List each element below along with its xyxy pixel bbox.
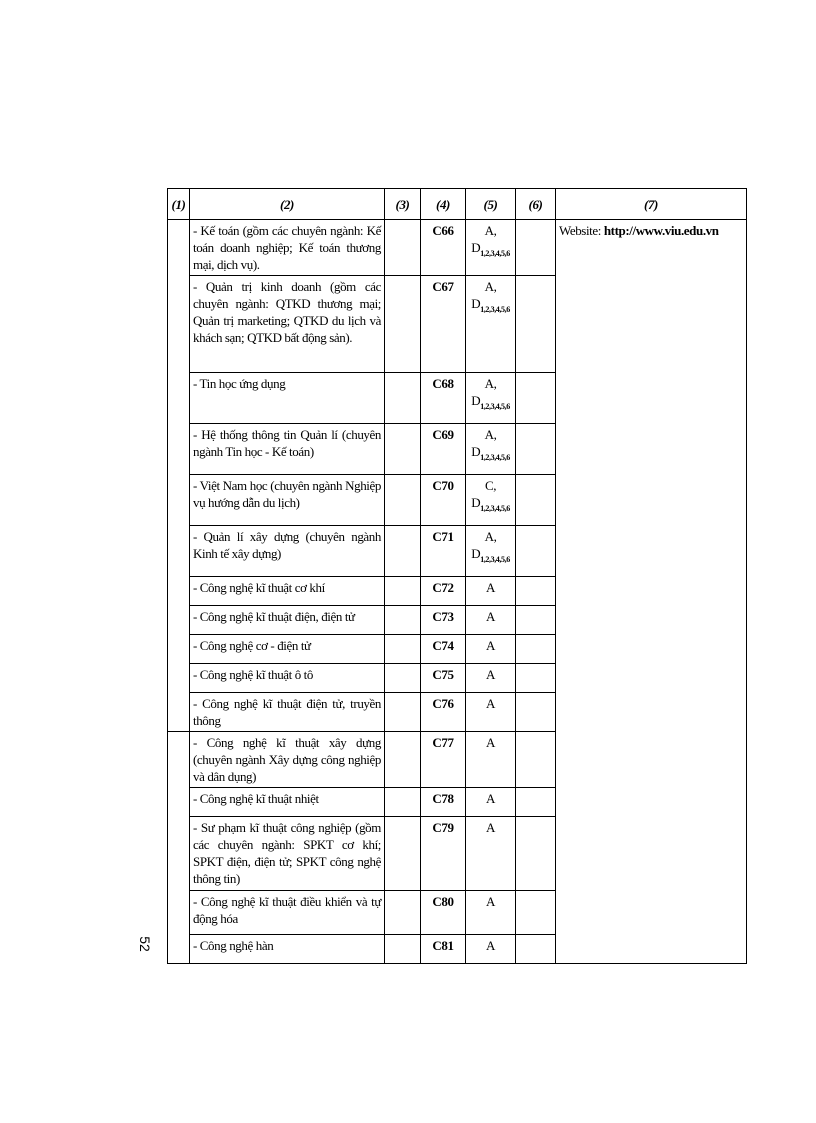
exam-block-primary: A xyxy=(486,938,495,953)
exam-block-d: D xyxy=(471,393,481,408)
col3-cell xyxy=(385,788,421,817)
program-code: C74 xyxy=(421,635,466,664)
exam-block xyxy=(466,693,516,732)
website-cell xyxy=(556,220,747,964)
col3-cell xyxy=(385,693,421,732)
col6-cell xyxy=(516,817,556,891)
exam-block-primary: A xyxy=(486,735,495,750)
exam-block xyxy=(466,732,516,788)
header-col-3: (3) xyxy=(385,189,421,220)
col3-cell xyxy=(385,424,421,475)
program-name: - Công nghệ cơ - điện tử xyxy=(190,635,385,664)
col3-cell xyxy=(385,732,421,788)
header-col-7: (7) xyxy=(556,189,747,220)
col3-cell xyxy=(385,664,421,693)
program-code: C75 xyxy=(421,664,466,693)
col6-cell xyxy=(516,935,556,964)
col3-cell xyxy=(385,276,421,373)
exam-block-d-subscript: 1,2,3,4,5,6 xyxy=(480,305,510,314)
col6-cell xyxy=(516,693,556,732)
col3-cell xyxy=(385,373,421,424)
exam-block-d: D xyxy=(471,296,481,311)
program-name: - Công nghệ kĩ thuật nhiệt xyxy=(190,788,385,817)
exam-block-primary: A, xyxy=(484,223,497,238)
exam-block xyxy=(466,276,516,373)
exam-block-primary: A xyxy=(486,580,495,595)
exam-block-primary: C, xyxy=(484,478,497,493)
header-col-1: (1) xyxy=(168,189,190,220)
program-name: - Công nghệ kĩ thuật cơ khí xyxy=(190,577,385,606)
program-code: C67 xyxy=(421,276,466,373)
program-code: C81 xyxy=(421,935,466,964)
program-name: - Công nghệ kĩ thuật xây dựng (chuyên ngành Xây dựng công nghiệp và dân dụng) xyxy=(190,732,385,788)
exam-block-primary: A xyxy=(486,696,495,711)
exam-block-primary: A, xyxy=(484,279,497,294)
col6-cell xyxy=(516,276,556,373)
exam-block-d: D xyxy=(471,444,481,459)
header-col-6: (6) xyxy=(516,189,556,220)
exam-block-d-subscript: 1,2,3,4,5,6 xyxy=(480,453,510,462)
exam-block-primary: A, xyxy=(484,529,497,544)
col6-cell xyxy=(516,788,556,817)
col6-cell xyxy=(516,577,556,606)
col3-cell xyxy=(385,606,421,635)
exam-block xyxy=(466,424,516,475)
exam-block xyxy=(466,606,516,635)
exam-block-secondary xyxy=(469,545,512,568)
col3-cell xyxy=(385,577,421,606)
col6-cell xyxy=(516,606,556,635)
header-col-5: (5) xyxy=(466,189,516,220)
program-code: C66 xyxy=(421,220,466,276)
col6-cell xyxy=(516,891,556,935)
program-code: C73 xyxy=(421,606,466,635)
program-name: - Việt Nam học (chuyên ngành Nghiệp vụ hướng dẫn du lịch) xyxy=(190,475,385,526)
program-name: - Tin học ứng dụng xyxy=(190,373,385,424)
program-code: C70 xyxy=(421,475,466,526)
col6-cell xyxy=(516,664,556,693)
exam-block-d-subscript: 1,2,3,4,5,6 xyxy=(480,504,510,513)
table-row xyxy=(168,220,747,276)
program-name: - Công nghệ kĩ thuật điện, điện tử xyxy=(190,606,385,635)
exam-block xyxy=(466,475,516,526)
program-name: - Công nghệ kĩ thuật điều khiển và tự động hóa xyxy=(190,891,385,935)
col3-cell xyxy=(385,475,421,526)
col3-cell xyxy=(385,526,421,577)
exam-block-primary: A xyxy=(486,609,495,624)
exam-block-primary: A xyxy=(486,820,495,835)
col6-cell xyxy=(516,475,556,526)
col1-cell-upper xyxy=(168,220,190,732)
program-code: C68 xyxy=(421,373,466,424)
exam-block xyxy=(466,664,516,693)
header-col-2: (2) xyxy=(190,189,385,220)
exam-block-d-subscript: 1,2,3,4,5,6 xyxy=(480,555,510,564)
program-code: C72 xyxy=(421,577,466,606)
program-code: C76 xyxy=(421,693,466,732)
program-name: - Công nghệ kĩ thuật ô tô xyxy=(190,664,385,693)
program-name: - Sư phạm kĩ thuật công nghiệp (gồm các chuyên ngành: SPKT cơ khí; SPKT điện, điện tử; SPKT công nghệ thông tin) xyxy=(190,817,385,891)
col3-cell xyxy=(385,635,421,664)
exam-block-primary: A, xyxy=(484,376,497,391)
exam-block-primary: A xyxy=(486,638,495,653)
exam-block xyxy=(466,935,516,964)
exam-block xyxy=(466,220,516,276)
exam-block-secondary xyxy=(469,392,512,415)
exam-block-secondary xyxy=(469,295,512,318)
col6-cell xyxy=(516,424,556,475)
program-name: - Hệ thống thông tin Quản lí (chuyên ngành Tin học - Kế toán) xyxy=(190,424,385,475)
header-col-4: (4) xyxy=(421,189,466,220)
col6-cell xyxy=(516,732,556,788)
exam-block-primary: A xyxy=(486,667,495,682)
exam-block-secondary xyxy=(469,494,512,517)
program-name: - Công nghệ hàn xyxy=(190,935,385,964)
col3-cell xyxy=(385,935,421,964)
exam-block-d: D xyxy=(471,240,481,255)
col6-cell xyxy=(516,635,556,664)
website-link[interactable]: http://www.viu.edu.vn xyxy=(603,223,719,238)
exam-block xyxy=(466,373,516,424)
col3-cell xyxy=(385,817,421,891)
col3-cell xyxy=(385,891,421,935)
program-name: - Công nghệ kĩ thuật điện tử, truyền thông xyxy=(190,693,385,732)
exam-block-d-subscript: 1,2,3,4,5,6 xyxy=(480,249,510,258)
col6-cell xyxy=(516,220,556,276)
col3-cell xyxy=(385,220,421,276)
exam-block xyxy=(466,891,516,935)
exam-block-primary: A xyxy=(486,894,495,909)
col1-cell-lower xyxy=(168,732,190,964)
col6-cell xyxy=(516,373,556,424)
program-code: C78 xyxy=(421,788,466,817)
program-code: C71 xyxy=(421,526,466,577)
exam-block xyxy=(466,526,516,577)
exam-block-primary: A, xyxy=(484,427,497,442)
program-code: C77 xyxy=(421,732,466,788)
exam-block-primary: A xyxy=(486,791,495,806)
exam-block xyxy=(466,577,516,606)
col6-cell xyxy=(516,526,556,577)
exam-block-d-subscript: 1,2,3,4,5,6 xyxy=(480,402,510,411)
program-code: C79 xyxy=(421,817,466,891)
page-number: 52 xyxy=(136,936,153,952)
program-name: - Quản trị kinh doanh (gồm các chuyên ngành: QTKD thương mại; Quản trị marketing; QTKD du lịch và khách sạn; QTKD bất động sản). xyxy=(190,276,385,373)
exam-block-d: D xyxy=(471,495,481,510)
exam-block-d: D xyxy=(471,546,481,561)
exam-block-secondary xyxy=(469,239,512,262)
exam-block xyxy=(466,635,516,664)
exam-block-secondary xyxy=(469,443,512,466)
exam-block xyxy=(466,817,516,891)
admissions-table xyxy=(167,188,747,964)
exam-block xyxy=(466,788,516,817)
program-name: - Kế toán (gồm các chuyên ngành: Kế toán doanh nghiệp; Kế toán thương mại, dịch vụ). xyxy=(190,220,385,276)
header-row xyxy=(168,189,747,220)
program-code: C69 xyxy=(421,424,466,475)
program-name: - Quản lí xây dựng (chuyên ngành Kinh tế xây dựng) xyxy=(190,526,385,577)
program-code: C80 xyxy=(421,891,466,935)
website-label: Website: xyxy=(559,223,604,238)
